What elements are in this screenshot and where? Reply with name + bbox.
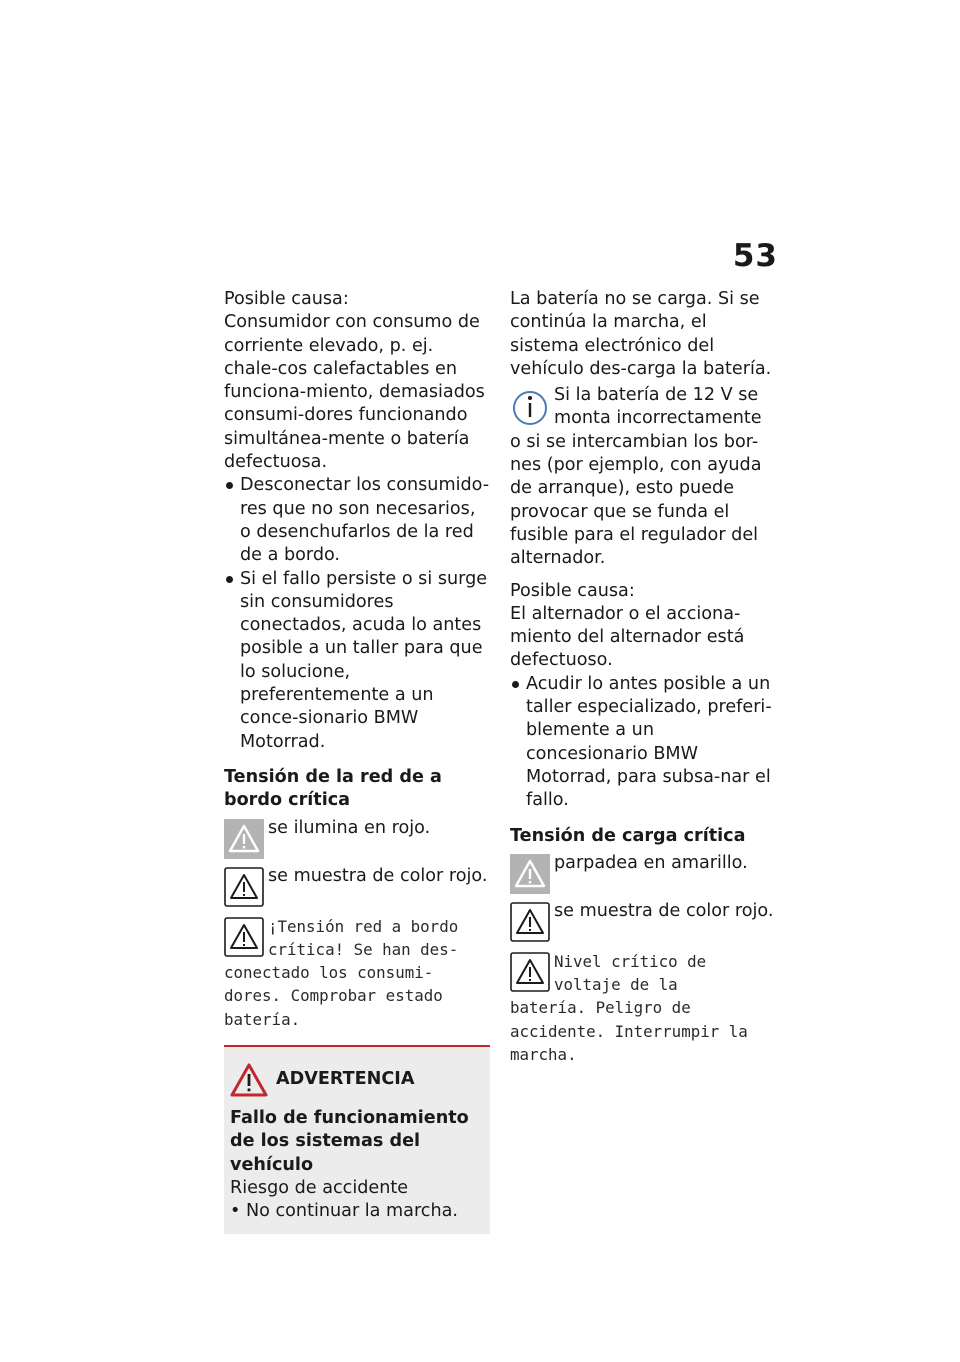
cause-label: Posible causa: xyxy=(510,580,635,601)
right-column xyxy=(510,288,778,1066)
warning-box xyxy=(224,1047,490,1233)
display-message xyxy=(510,950,778,1066)
indicator-row xyxy=(224,817,490,861)
warning-action: • No continuar la marcha. xyxy=(230,1201,458,1222)
warning-triangle-icon xyxy=(224,917,264,957)
indicator-text: se ilumina en rojo. xyxy=(268,817,431,838)
warning-sign-icon xyxy=(230,1063,268,1097)
display-text: conectado los consumi-dores. Comprobar estado batería. xyxy=(224,963,443,1029)
list-item: Desconectar los consumido-res que no son necesarios, o desenchufarlos de la red de a bordo. xyxy=(224,474,490,567)
display-text: ¡Tensión red a bordo crítica! Se han des- xyxy=(268,916,459,959)
indicator-row xyxy=(224,865,490,909)
display-message xyxy=(224,915,490,1031)
page-number: 53 xyxy=(732,238,778,274)
list-item: Si el fallo persiste o si surge sin consumidores conectados, acuda lo antes posible a un taller para que lo solucione, preferentemente a un conce-sionario BMW Motorrad. xyxy=(224,568,490,754)
indicator-row xyxy=(510,852,778,896)
warning-triangle-icon xyxy=(510,902,550,942)
indicator-text: se muestra de color rojo. xyxy=(268,865,488,886)
paragraph: La batería no se carga. Si se continúa la marcha, el sistema electrónico del vehículo des-carga la batería. xyxy=(510,289,772,379)
display-text: batería. Peligro de accidente. Interrumpir la marcha. xyxy=(510,998,748,1065)
indicator-text: parpadea en amarillo. xyxy=(554,852,748,873)
warning-lamp-icon xyxy=(510,854,550,894)
cause-text: El alternador o el acciona-miento del alternador está defectuoso. xyxy=(510,603,745,671)
action-list xyxy=(224,474,490,754)
warning-triangle-icon xyxy=(510,952,550,992)
info-icon xyxy=(510,384,550,430)
list-item: Acudir lo antes posible a un taller especializado, preferi-blemente a un concesionario BMW Motorrad, para subsa-nar el fallo. xyxy=(510,673,778,813)
warning-triangle-icon xyxy=(224,867,264,907)
warning-lamp-icon xyxy=(224,819,264,859)
action-list xyxy=(510,673,778,813)
indicator-row xyxy=(510,900,778,944)
info-note xyxy=(510,384,778,431)
display-text: Nivel crítico de voltaje de la xyxy=(554,951,707,995)
cause-label: Posible causa: xyxy=(224,289,349,309)
warning-title: Fallo de funcionamiento de los sistemas del vehículo xyxy=(230,1108,469,1175)
cause-text: Consumidor con consumo de corriente elevado, p. ej. chale-cos calefactables en funciona-miento, demasiados consumi-dores funcionando simultánea-mente o batería defectuosa. xyxy=(224,312,485,473)
section-heading: Tensión de la red de a bordo crítica xyxy=(224,766,442,811)
left-column xyxy=(224,288,490,1234)
warning-risk: Riesgo de accidente xyxy=(230,1177,409,1198)
warning-label: ADVERTENCIA xyxy=(276,1069,415,1090)
info-head-text: Si la batería de 12 V se monta incorrectamente xyxy=(554,385,762,429)
indicator-text: se muestra de color rojo. xyxy=(554,900,774,921)
info-text: o si se intercambian los bor-nes (por ejemplo, con ayuda de arranque), esto puede provocar que se funda el fusible para el regulador del alternador. xyxy=(510,431,762,569)
section-heading: Tensión de carga crítica xyxy=(510,825,746,846)
